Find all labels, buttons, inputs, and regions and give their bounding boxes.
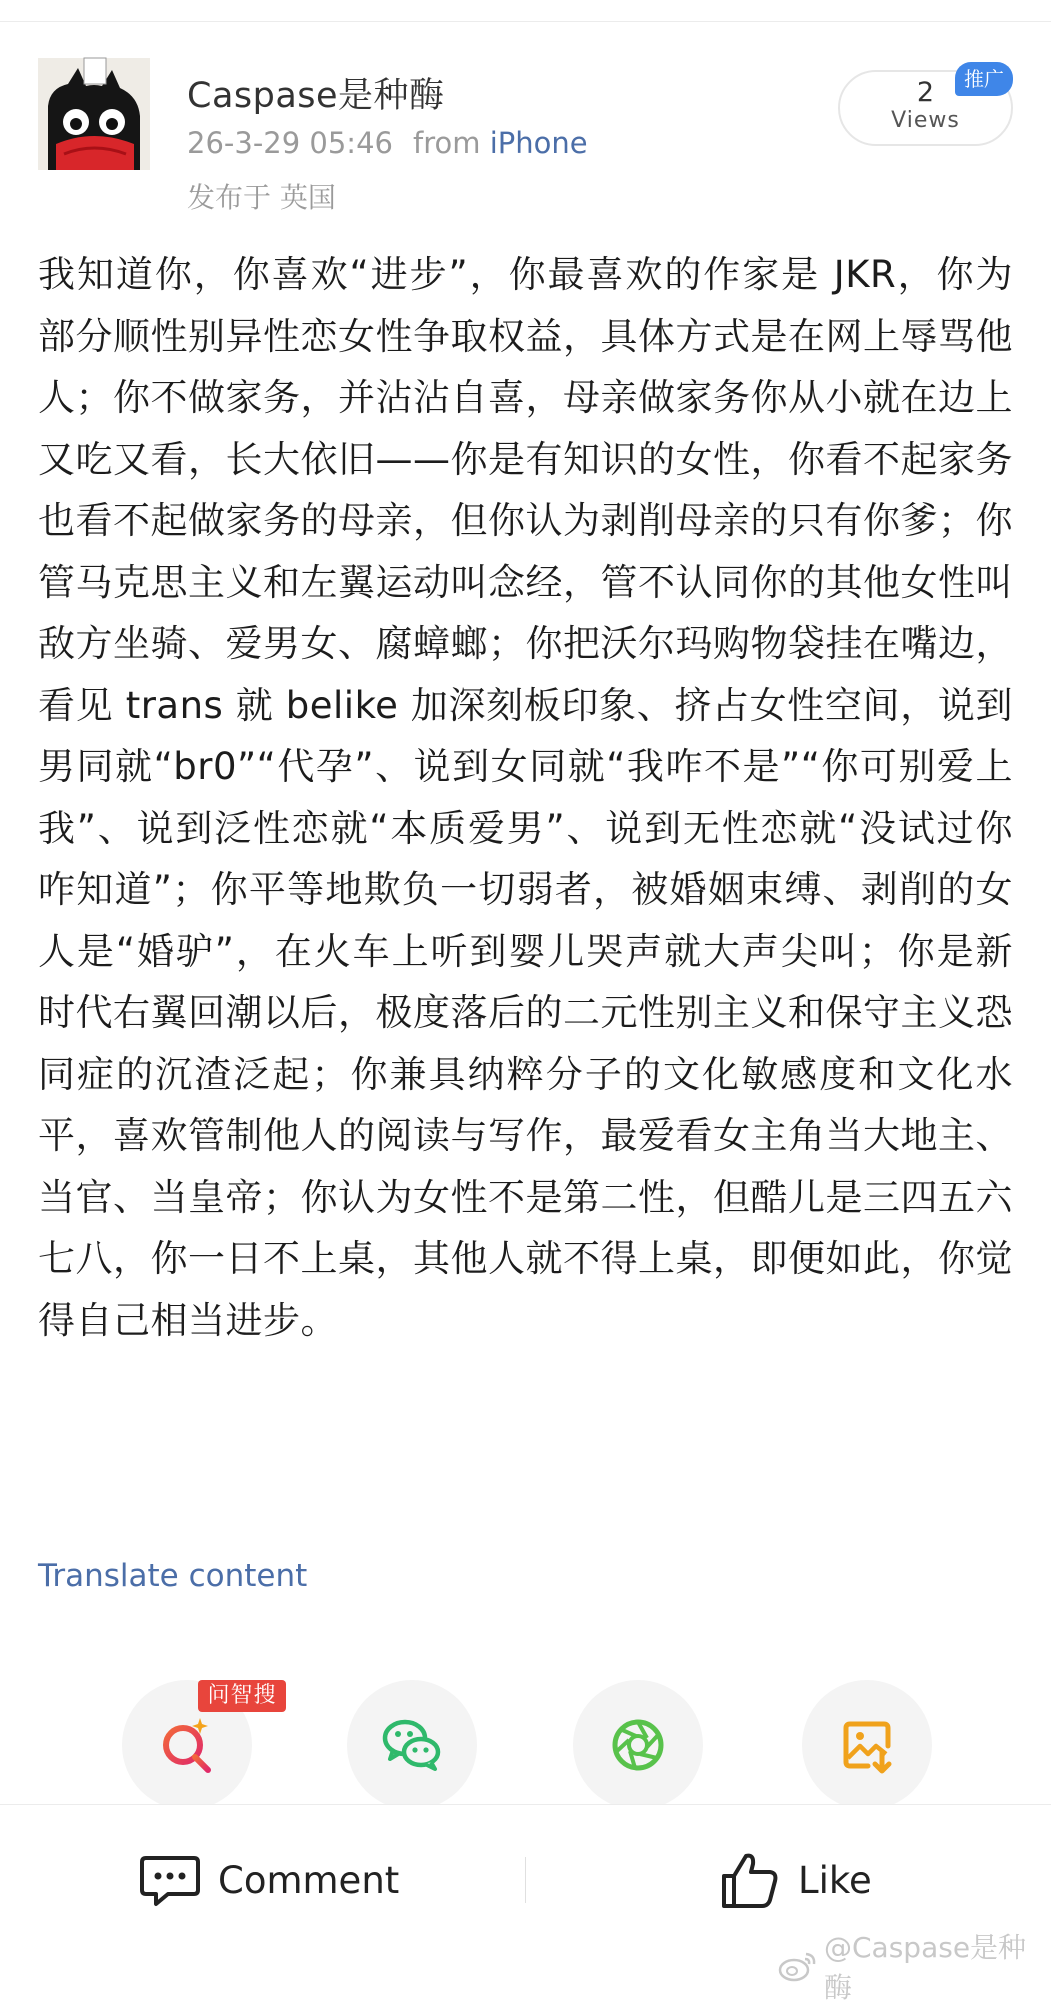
- post-body: 我知道你，你喜欢“进步”，你最喜欢的作家是 JKR，你为部分顺性别异性恋女性争取权益，具体方式是在网上辱骂他人；你不做家务，并沾沾自喜，母亲做家务你从小就在边上又吃又看，长大依旧——你是有知识的女性，你看不起家务也看不起做家务的母亲，但你认为剥削母亲的只有你爹；你管马克思主义和左翼运动叫念经，管不认同你的其他女性叫敌方坐骑、爱男女、腐蟑螂；你把沃尔玛购物袋挂在嘴边，看见 trans 就 belike 加深刻板印象、挤占女性空间，说到男同就“br0”“代孕”、说到女同就“我咋不是”“你可别爱上我”、说到泛性恋就“本质爱男”、说到无性恋就“没试过你咋知道”；你平等地欺负一切弱者，被婚姻束缚、剥削的女人是“婚驴”，在火车上听到婴儿哭声就大声尖叫；你是新时代右翼回潮以后，极度落后的二元性别主义和保守主义恐同症的沉渣泛起；你兼具纳粹分子的文化敏感度和文化水平，喜欢管制他人的阅读与写作，最爱看女主角当大地主、当官、当皇帝；你认为女性不是第二性，但酷儿是三四五六七八，你一日不上桌，其他人就不得上桌，即便如此，你觉得自己相当进步。: [38, 253, 1013, 1342]
- share-moments-button[interactable]: [573, 1680, 703, 1810]
- bar-divider: [525, 1857, 526, 1903]
- watermark: [778, 1926, 1051, 2006]
- save-image-button[interactable]: [802, 1680, 932, 1810]
- translate-link[interactable]: Translate content: [38, 1558, 308, 1594]
- moments-icon: [607, 1714, 669, 1776]
- promote-badge[interactable]: 推广: [955, 62, 1013, 96]
- ai-search-icon: [156, 1714, 218, 1776]
- wechat-icon: [381, 1714, 443, 1776]
- author-name[interactable]: Caspase是种酶: [187, 76, 445, 116]
- post-time: 26-3-29 05:46: [187, 126, 393, 160]
- watermark-text: @Caspase是种酶: [824, 1931, 1027, 2004]
- post-meta: [187, 126, 588, 160]
- comment-label: Comment: [218, 1858, 400, 1902]
- comment-icon: [140, 1852, 200, 1908]
- weibo-logo-icon: [778, 1950, 818, 1982]
- views-label: Views: [891, 108, 960, 133]
- like-label: Like: [798, 1858, 872, 1902]
- avatar[interactable]: [38, 58, 150, 170]
- views-count: 2: [916, 77, 935, 108]
- thumbs-up-icon: [720, 1850, 780, 1910]
- post-source[interactable]: iPhone: [489, 126, 588, 160]
- avatar-cat-icon: [38, 58, 150, 170]
- share-wechat-button[interactable]: [347, 1680, 477, 1810]
- ai-search-badge: 问智搜: [198, 1680, 286, 1712]
- save-image-icon: [836, 1714, 898, 1776]
- from-label: from: [412, 126, 481, 160]
- post-header: [0, 22, 1051, 222]
- share-actions: [0, 1680, 1051, 1810]
- like-button[interactable]: [720, 1845, 872, 1915]
- post-location: 发布于 英国: [187, 181, 336, 214]
- comment-button[interactable]: [140, 1845, 399, 1915]
- top-divider: [0, 0, 1051, 22]
